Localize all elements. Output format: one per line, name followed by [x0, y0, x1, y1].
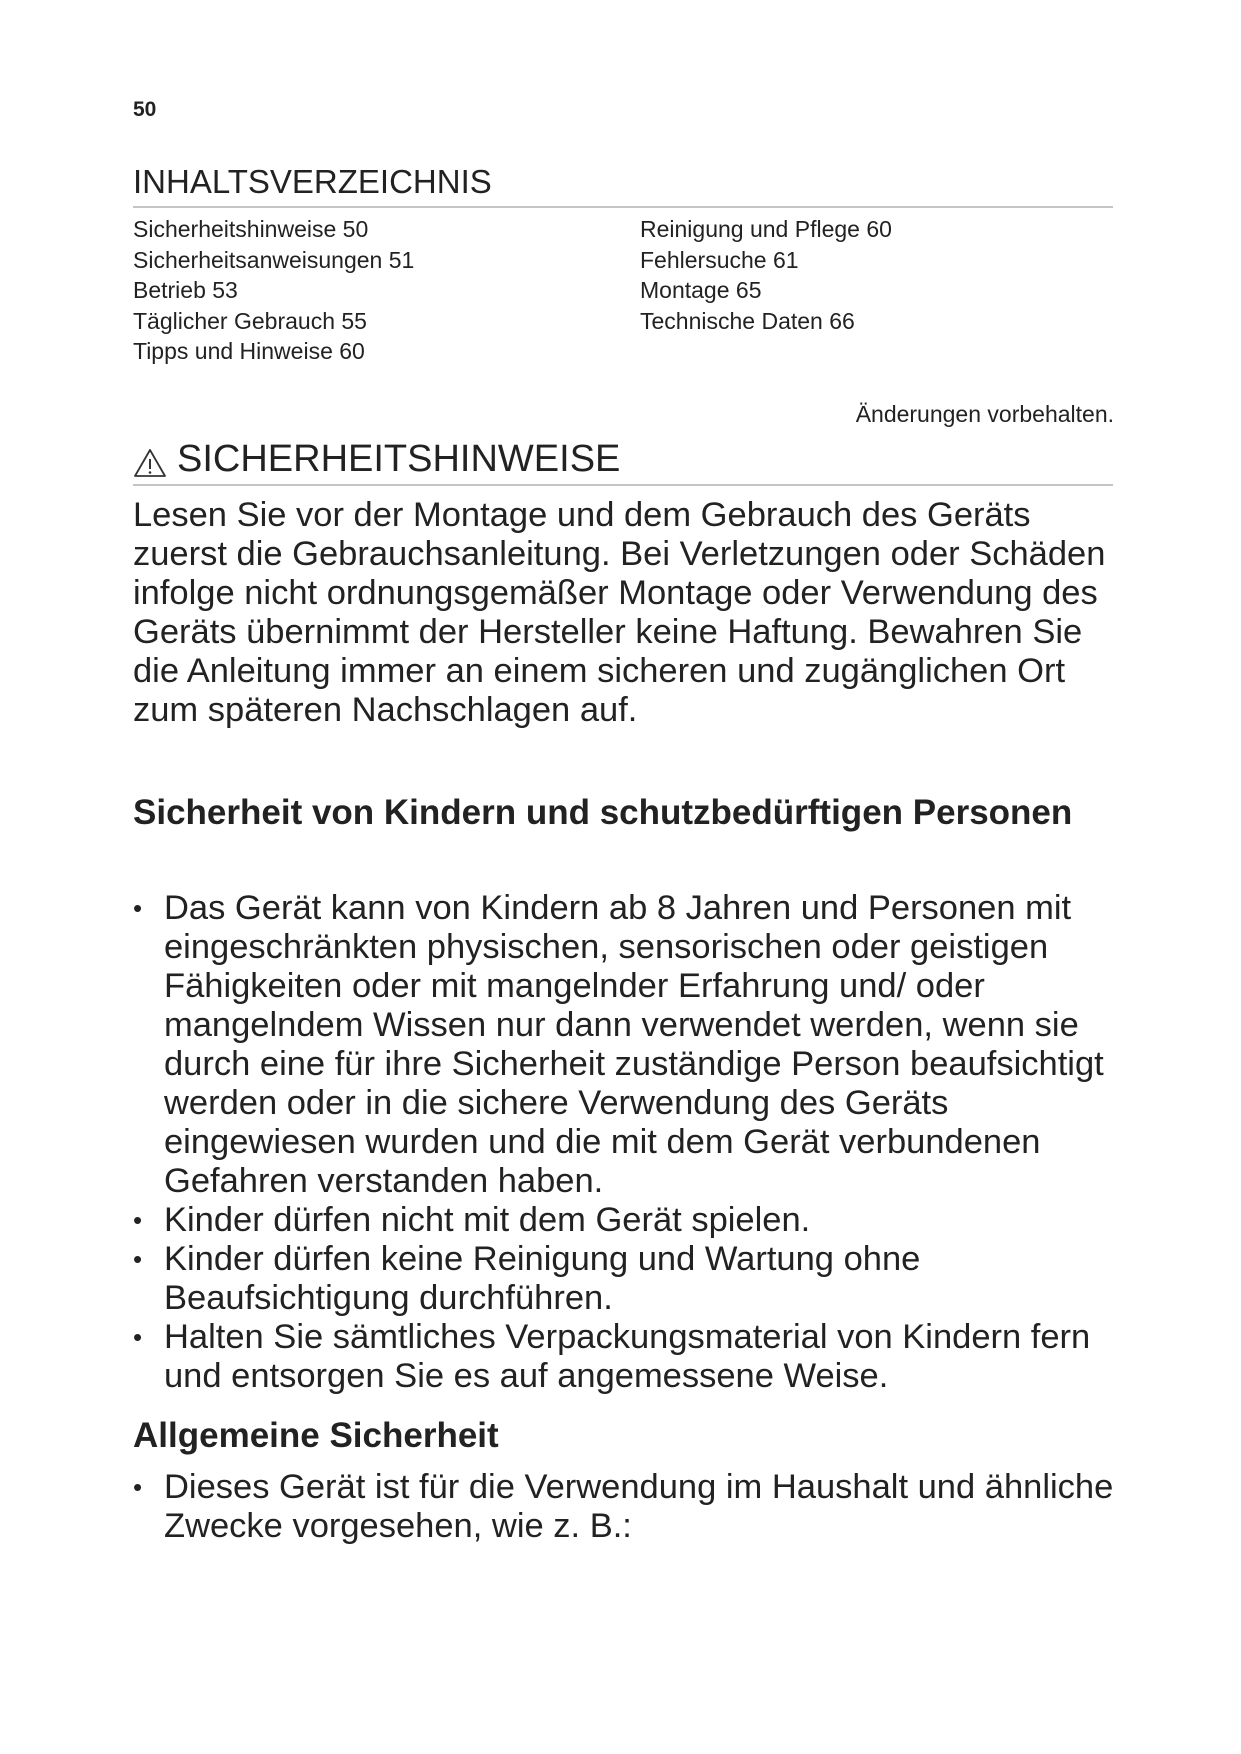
list-item	[133, 1468, 1118, 1546]
toc-item: Montage 65	[640, 277, 762, 303]
toc-divider	[133, 206, 1113, 208]
bullet-icon: •	[133, 1322, 143, 1352]
toc-left-column	[133, 214, 414, 367]
toc-right-column	[640, 214, 892, 336]
toc-item: Reinigung und Pflege 60	[640, 216, 892, 242]
list-item-text: Kinder dürfen keine Reinigung und Wartung ohne Beaufsichtigung durchführen.	[164, 1240, 921, 1317]
safety-intro: Lesen Sie vor der Montage und dem Gebrauch des Geräts zuerst die Gebrauchsanleitung. Bei Verletzungen oder Schäden infolge nicht ordnungsgemäßer Montage oder Verwendung des Geräts übernimmt der Hersteller keine Haftung. Bewahren Sie die Anleitung immer an einem sicheren und zugänglichen Ort zum späteren Nachschlagen auf.	[133, 496, 1106, 729]
safety-divider	[133, 484, 1113, 486]
list-item	[133, 1240, 1118, 1318]
list-item-text: Dieses Gerät ist für die Verwendung im Haushalt und ähnliche Zwecke vorgesehen, wie z. B.:	[164, 1468, 1114, 1545]
list-item	[133, 889, 1118, 1201]
list-item	[133, 1201, 1118, 1240]
children-safety-list	[133, 889, 1118, 1396]
toc-item: Fehlersuche 61	[640, 246, 799, 273]
toc-item: Technische Daten 66	[640, 307, 855, 334]
children-safety-heading: Sicherheit von Kindern und schutzbedürftigen Personen	[133, 793, 1073, 832]
toc-item: Tipps und Hinweise 60	[133, 338, 365, 364]
bullet-icon: •	[133, 1472, 143, 1502]
general-safety-heading: Allgemeine Sicherheit	[133, 1416, 499, 1455]
list-item-text: Halten Sie sämtliches Verpackungsmaterial von Kindern fern und entsorgen Sie es auf angemessene Weise.	[164, 1318, 1091, 1395]
toc-item: Täglicher Gebrauch 55	[133, 307, 367, 334]
toc-item: Betrieb 53	[133, 277, 238, 303]
bullet-icon: •	[133, 1244, 143, 1274]
toc-item: Sicherheitshinweise 50	[133, 216, 369, 242]
safety-title-text: SICHERHEITSHINWEISE	[177, 438, 621, 480]
bullet-icon: •	[133, 893, 143, 923]
bullet-icon: •	[133, 1205, 143, 1235]
list-item-text: Das Gerät kann von Kindern ab 8 Jahren und Personen mit eingeschränkten physischen, sensorischen oder geistigen Fähigkeiten oder mit mangelnder Erfahrung und/ oder mangelndem Wissen nur dann verwendet werden, wenn sie durch eine für ihre Sicherheit zuständige Person beaufsichtigt werden oder in die sichere Verwendung des Geräts eingewiesen wurden und die mit dem Gerät verbundenen Gefahren verstanden haben.	[164, 889, 1104, 1200]
toc-title: INHALTSVERZEICHNIS	[133, 163, 492, 200]
list-item	[133, 1318, 1118, 1396]
general-safety-list	[133, 1468, 1118, 1546]
toc-item: Sicherheitsanweisungen 51	[133, 246, 415, 273]
changes-note: Änderungen vorbehalten.	[855, 401, 1114, 427]
page-number: 50	[133, 98, 157, 121]
warning-triangle-icon	[133, 444, 167, 474]
list-item-text: Kinder dürfen nicht mit dem Gerät spielen.	[164, 1201, 811, 1239]
safety-section-title	[133, 437, 620, 481]
